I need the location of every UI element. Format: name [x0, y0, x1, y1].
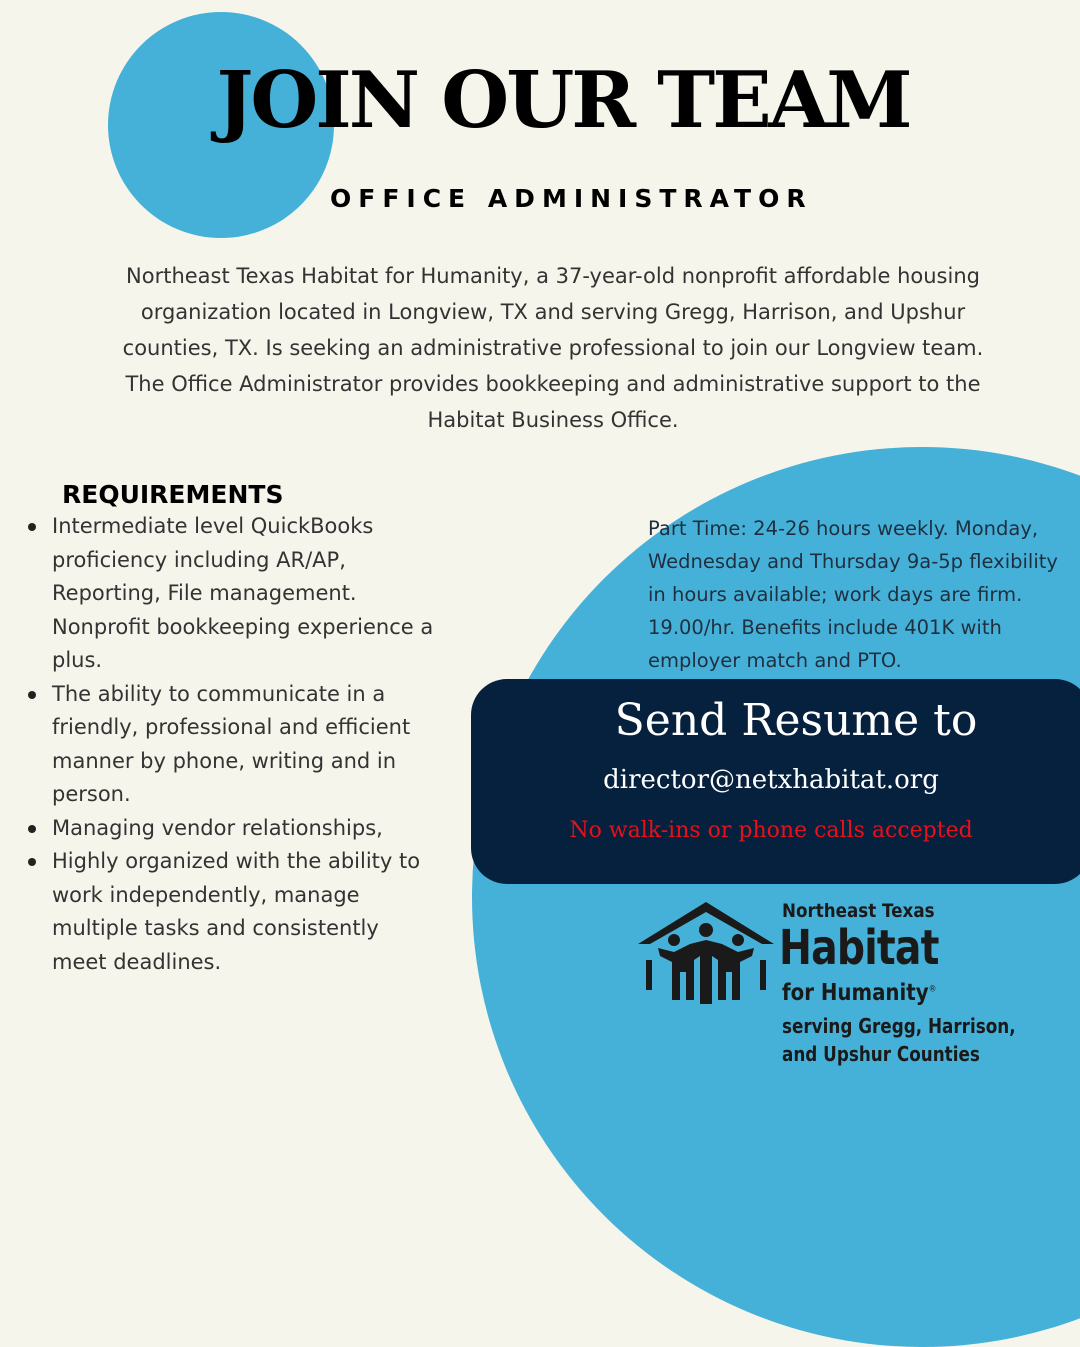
send-resume-heading: Send Resume to	[614, 695, 978, 746]
logo-text: and Upshur Counties	[782, 1042, 980, 1066]
logo-text: serving Gregg, Harrison,	[782, 1014, 1016, 1038]
logo-text: Habitat	[779, 920, 939, 976]
list-item	[24, 845, 434, 979]
list-item	[24, 812, 434, 846]
requirements-list	[24, 510, 434, 979]
bullet-icon	[28, 825, 36, 833]
habitat-house-people-icon	[636, 900, 776, 1012]
page-title: JOIN OUR TEAM	[216, 55, 910, 146]
intro-paragraph: Northeast Texas Habitat for Humanity, a 37-year-old nonprofit affordable housing organization located in Longview, TX and serving Gregg, Harrison, and Upshur counties, TX. Is seeking an administrative professional to join our Longview team. The Office Administrator provides bookkeeping and administrative support to the Habitat Business Office.	[122, 264, 984, 432]
requirement-text: Highly organized with the ability to work independently, manage multiple tasks and consistently meet deadlines.	[52, 849, 421, 974]
list-item	[24, 510, 434, 678]
bullet-icon	[28, 523, 36, 531]
list-item	[24, 678, 434, 812]
requirements-heading: REQUIREMENTS	[62, 480, 284, 509]
contact-email-link[interactable]: director@netxhabitat.org	[603, 765, 939, 795]
habitat-logo	[636, 896, 1056, 1071]
logo-text: Northeast Texas	[782, 900, 935, 922]
logo-text: for Humanity®	[782, 980, 937, 1006]
send-resume-panel	[471, 679, 1080, 884]
job-details: Part Time: 24-26 hours weekly. Monday, Wednesday and Thursday 9a-5p flexibility in hours available; work days are firm. 19.00/hr. Benefits include 401K with employer match and PTO.	[648, 517, 1058, 672]
requirement-text: The ability to communicate in a friendly, professional and efficient manner by phone, writing and in person.	[52, 681, 411, 806]
job-title: OFFICE ADMINISTRATOR	[330, 184, 813, 213]
bullet-icon	[28, 858, 36, 866]
bullet-icon	[28, 691, 36, 699]
requirement-text: Intermediate level QuickBooks proficiency including AR/AP, Reporting, File management. Nonprofit bookkeeping experience a plus.	[52, 514, 434, 672]
no-walkins-notice: No walk-ins or phone calls accepted	[569, 818, 973, 843]
requirement-text: Managing vendor relationships,	[52, 815, 383, 840]
